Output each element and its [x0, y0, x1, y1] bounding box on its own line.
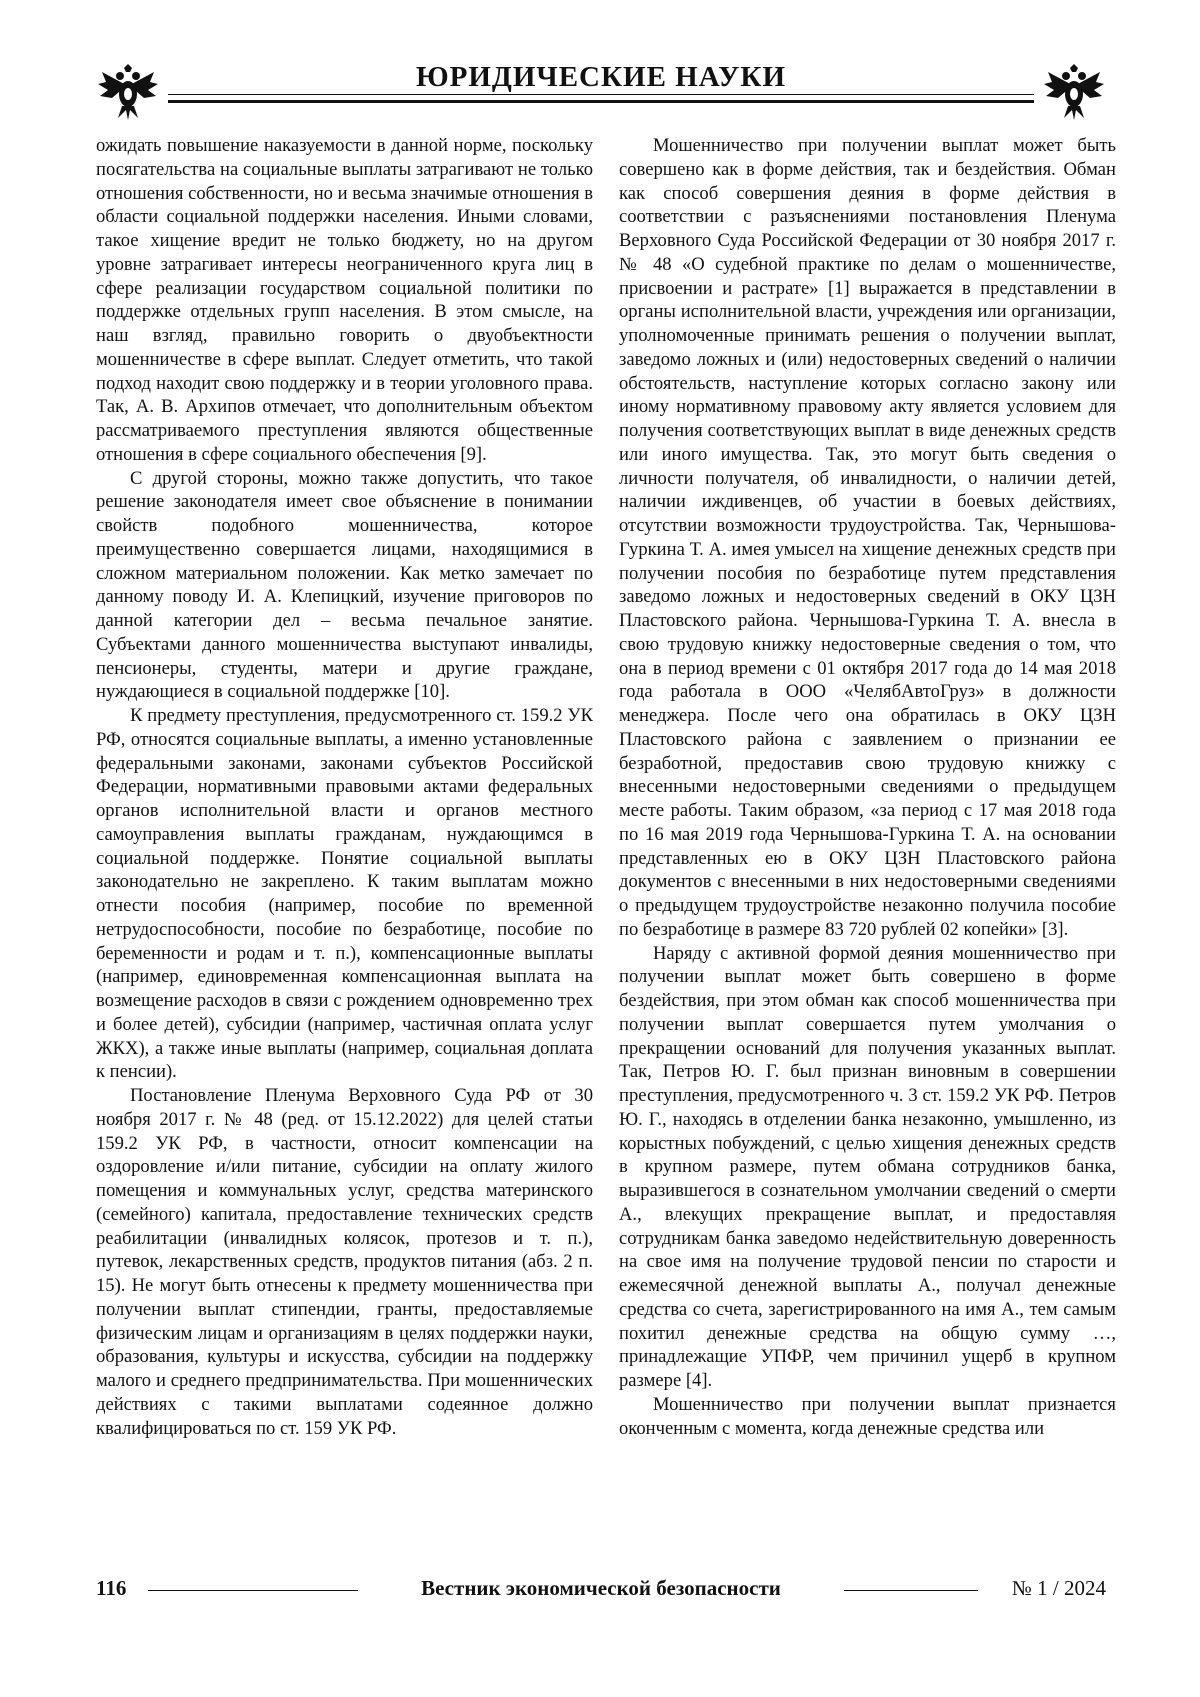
- issue-number: № 1 / 2024: [1011, 1576, 1106, 1600]
- paragraph: С другой стороны, можно также допустить, что такое решение законодателя имеет свое объяснение в понимании свойств подобного мошенничества, которое преимущественно совершается лицами, находящимися в сложном материальном положении. Как метко замечает по данному поводу И. А. Клепицкий, изучение приговоров по данной категории дел – весьма печальное занятие. Субъектами данного мошенничества выступают инвалиды, пенсионеры, студенты, матери и другие граждане, нуждающиеся в социальной поддержке [10].: [96, 467, 593, 703]
- double-headed-eagle-emblem-icon: [96, 64, 160, 120]
- journal-title: Вестник экономической безопасности: [421, 1576, 781, 1600]
- paragraph: К предмету преступления, предусмотренного ст. 159.2 УК РФ, относятся социальные выплаты, а именно установленные федеральными законами, законами субъектов Российской Федерации, нормативными правовыми актами федеральных органов исполнительной власти и органов местного самоуправления выплаты гражданам, нуждающимся в социальной поддержке. Понятие социальной выплаты законодательно не закреплено. К таким выплатам можно отнести пособия (например, пособие по временной нетрудоспособности, пособие по безработице, пособие по беременности и родам и т. п.), компенсационные выплаты (например, единовременная компенсационная выплата на возмещение расходов в связи с рождением одновременно трех и более детей), субсидии (например, частичная оплата услуг ЖКХ), а также иные выплаты (например, социальная доплата к пенсии).: [96, 705, 593, 1083]
- footer-rule-right: [844, 1590, 978, 1591]
- page-number: 116: [96, 1576, 127, 1600]
- header-rule-thin: [168, 94, 1034, 95]
- paragraph: Наряду с активной формой деяния мошенничество при получении выплат может быть совершено в форме бездействия, при этом обман как способ мошенничества при получении выплат совершается путем умолчания о прекращении оснований для получения указанных выплат. Так, Петров Ю. Г. был признан виновным в совершении преступления, предусмотренного ч. 3 ст. 159.2 УК РФ. Петров Ю. Г., находясь в отделении банка незаконно, умышленно, из корыстных побуждений, с целью хищения денежных средств в крупном размере, путем обмана сотрудников банка, выразившегося в сознательном умолчании сведений о смерти А., влекущих прекращение выплат, и предоставляя сотрудникам банка заведомо недействительную доверенность на свое имя на получение трудовой пенсии по старости и ежемесячной денежной выплаты А., получал денежные средства со счета, зарегистрированного на имя А., тем самым похитил денежные средства на общую сумму …, принадлежащие УПФР, чем причинил ущерб в крупном размере [4].: [619, 942, 1116, 1391]
- page-footer: [96, 1576, 1106, 1606]
- header-rule-thick: [168, 100, 1034, 103]
- left-text-column: [96, 134, 593, 1440]
- double-headed-eagle-emblem-icon: [1042, 64, 1106, 120]
- page-header: [96, 60, 1106, 120]
- paragraph: Постановление Пленума Верховного Суда РФ от 30 ноября 2017 г. № 48 (ред. от 15.12.2022) для целей статьи 159.2 УК РФ, в частности, относит компенсации на оздоровление и/или питание, субсидии на оплату жилого помещения и коммунальных услуг, средства материнского (семейного) капитала, предоставление технических средств реабилитации (инвалидных колясок, протезов и т. п.), путевок, лекарственных средств, продуктов питания (абз. 2 п. 15). Не могут быть отнесены к предмету мошенничества при получении выплат стипендии, гранты, предоставляемые физическим лицам и организациям в целях поддержки науки, образования, культуры и искусства, субсидии на поддержку малого и среднего предпринимательства. При мошеннических действиях с такими выплатами содеянное должно квалифицироваться по ст. 159 УК РФ.: [96, 1085, 593, 1439]
- right-text-column: [619, 134, 1116, 1440]
- paragraph: ожидать повышение наказуемости в данной норме, поскольку посягательства на социальные выплаты затрагивают не только отношения собственности, но и весьма значимые отношения в области социальной поддержки населения. Иными словами, такое хищение вредит не только бюджету, но на другом уровне затрагивает интересы неограниченного круга лиц в сфере реализации государством социальной политики по поддержке отдельных групп населения. В этом смысле, на наш взгляд, правильно говорить о двуобъектности мошенничестве в сфере выплат. Следует отметить, что такой подход находит свою поддержку и в теории уголовного права. Так, А. В. Архипов отмечает, что дополнительным объектом рассматриваемого преступления являются общественные отношения в сфере социального обеспечения [9].: [96, 135, 593, 465]
- paragraph: Мошенничество при получении выплат может быть совершено как в форме действия, так и бездействия. Обман как способ совершения деяния в форме действия в соответствии с разъяснениями постановления Пленума Верховного Суда Российской Федерации от 30 ноября 2017 г. № 48 «О судебной практике по делам о мошенничестве, присвоении и растрате» [1] выражается в представлении в органы исполнительной власти, учреждения или организации, уполномоченные принимать решения о получении выплат, заведомо ложных и (или) недостоверных сведений о наличии обстоятельств, наступление которых согласно закону или иному нормативному правовому акту является условием для получения соответствующих выплат в виде денежных средств или иного имущества. Так, это могут быть сведения о личности получателя, об инвалидности, о наличии детей, наличии иждивенцев, об участии в боевых действиях, отсутствии возможности трудоустройства. Так, Чернышова-Гуркина Т. А. имея умысел на хищение денежных средств при получении пособия по безработице путем представления заведомо ложных и недостоверных сведений в ОКУ ЦЗН Пластовского района. Чернышова-Гуркина Т. А. внесла в свою трудовую книжку недостоверные сведения о том, что она в период времени с 01 октября 2017 года до 14 мая 2018 года работала в ООО «ЧелябАвтоГруз» в должности менеджера. После чего она обратилась в ОКУ ЦЗН Пластовского района с заявлением о признании ее безработной, предоставив свою трудовую книжку с внесенными недостоверными сведениями о предыдущем месте работы. Таким образом, «за период с 17 мая 2018 года по 16 мая 2019 года Чернышова-Гуркина Т. А. на основании представленных ею в ОКУ ЦЗН Пластовского района документов с внесенными в них недостоверными сведениями о предыдущем трудоустройстве незаконно получила пособие по безработице в размере 83 720 рублей 02 копейки» [3].: [619, 135, 1116, 940]
- section-title: ЮРИДИЧЕСКИЕ НАУКИ: [168, 60, 1034, 94]
- paragraph: Мошенничество при получении выплат признается оконченным с момента, когда денежные средства или: [619, 1393, 1116, 1439]
